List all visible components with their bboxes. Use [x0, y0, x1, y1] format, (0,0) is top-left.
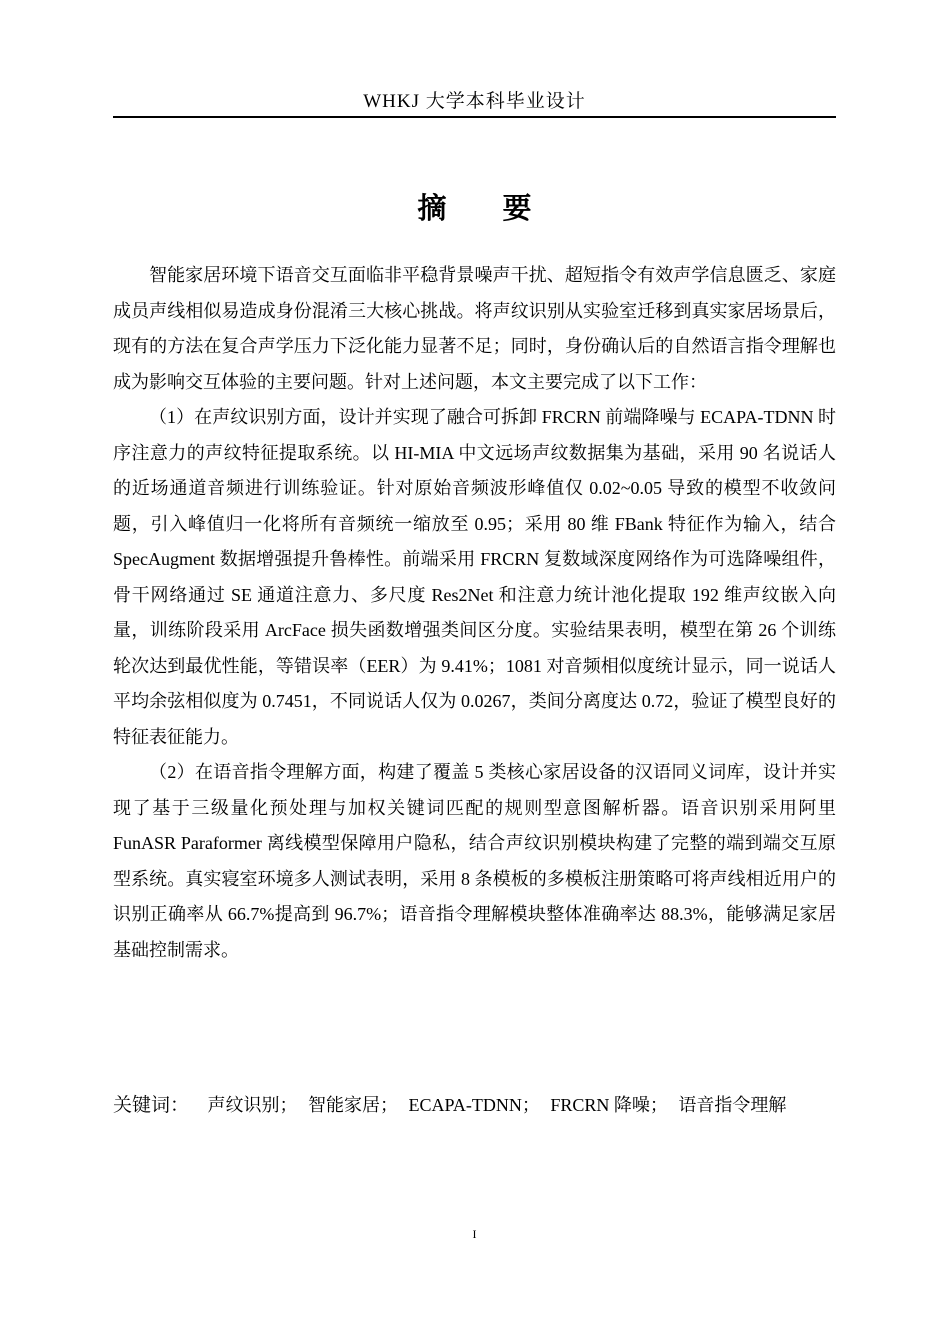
- keyword-item: ECAPA-TDNN；: [408, 1095, 540, 1115]
- keyword-item: 语音指令理解: [678, 1095, 787, 1115]
- abstract-paragraph-intro: 智能家居环境下语音交互面临非平稳背景噪声干扰、超短指令有效声学信息匮乏、家庭成员声线相似易造成身份混淆三大核心挑战。将声纹识别从实验室迁移到真实家居场景后，现有的方法在复合声学压力下泛化能力显著不足；同时，身份确认后的自然语言指令理解也成为影响交互体验的主要问题。针对上述问题，本文主要完成了以下工作：: [113, 265, 836, 392]
- keyword-item: FRCRN 降噪；: [550, 1095, 668, 1115]
- abstract-title-char-2: 要: [502, 191, 532, 225]
- header-title: WHKJ 大学本科毕业设计: [363, 91, 586, 112]
- keyword-item: 声纹识别；: [207, 1095, 298, 1115]
- abstract-body: [113, 258, 836, 968]
- page-header: [113, 88, 836, 116]
- keywords-label: 关键词：: [113, 1094, 190, 1116]
- keyword-item: 智能家居；: [308, 1095, 399, 1115]
- header-divider: [113, 116, 836, 118]
- page-number: I: [472, 1227, 477, 1241]
- keywords-line: [113, 1088, 836, 1122]
- abstract-title-char-1: 摘: [417, 191, 447, 225]
- abstract-title: [113, 186, 836, 230]
- abstract-paragraph-voiceprint: （1）在声纹识别方面，设计并实现了融合可拆卸 FRCRN 前端降噪与 ECAPA-TDNN 时序注意力的声纹特征提取系统。以 HI-MIA 中文远场声纹数据集为基础，采用 90 名说话人的近场通道音频进行训练验证。针对原始音频波形峰值仅 0.02~0.05 导致的模型不收敛问题，引入峰值归一化将所有音频统一缩放至 0.95；采用 80 维 FBank 特征作为输入，结合 SpecAugment 数据增强提升鲁棒性。前端采用 FRCRN 复数域深度网络作为可选降噪组件，骨干网络通过 SE 通道注意力、多尺度 Res2Net 和注意力统计池化提取 192 维声纹嵌入向量，训练阶段采用 ArcFace 损失函数增强类间区分度。实验结果表明，模型在第 26 个训练轮次达到最优性能，等错误率（EER）为 9.41%；1081 对音频相似度统计显示，同一说话人平均余弦相似度为 0.7451，不同说话人仅为 0.0267，类间分离度达 0.72，验证了模型良好的特征表征能力。: [113, 407, 836, 747]
- abstract-paragraph-command: （2）在语音指令理解方面，构建了覆盖 5 类核心家居设备的汉语同义词库，设计并实现了基于三级量化预处理与加权关键词匹配的规则型意图解析器。语音识别采用阿里 FunASR Paraformer 离线模型保障用户隐私，结合声纹识别模块构建了完整的端到端交互原型系统。真实寝室环境多人测试表明，采用 8 条模板的多模板注册策略可将声线相近用户的识别正确率从 66.7%提高到 96.7%；语音指令理解模块整体准确率达 88.3%，能够满足家居基础控制需求。: [113, 762, 836, 960]
